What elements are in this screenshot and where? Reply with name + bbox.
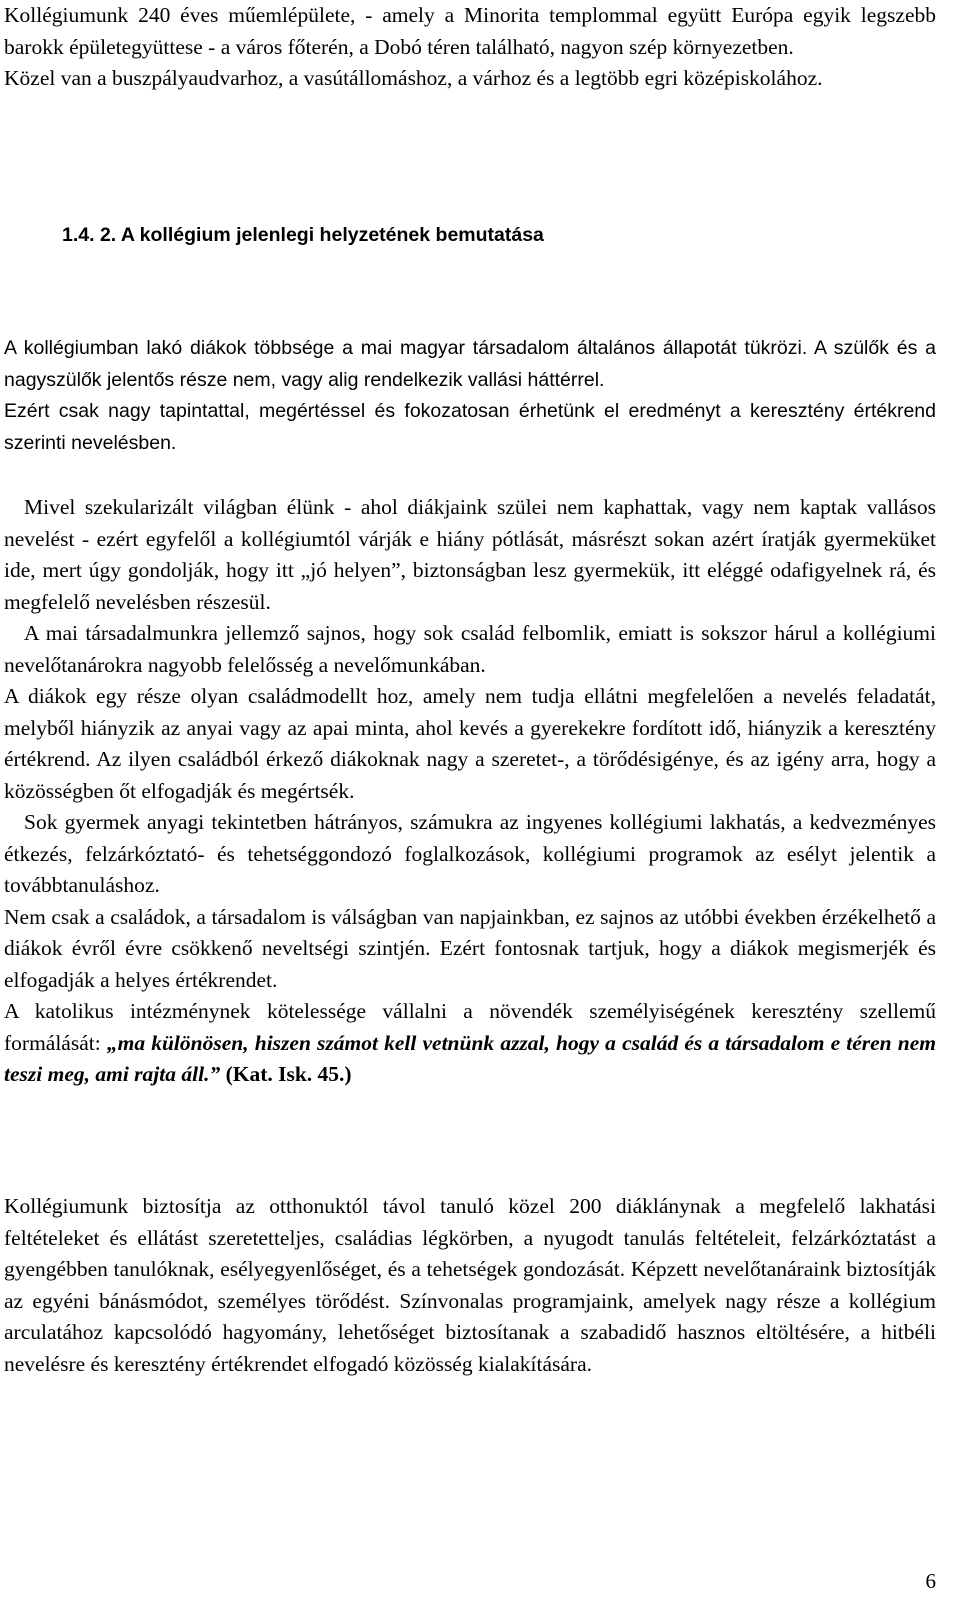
closing-section — [4, 1191, 936, 1380]
intro-paragraph-location: Közel van a buszpályaudvarhoz, a vasútállomáshoz, a várhoz és a legtöbb egri középiskolához. — [4, 66, 823, 90]
intro-section — [4, 0, 936, 95]
paragraph-disadvantaged: Sok gyermek anyagi tekintetben hátrányos, számukra az ingyenes kollégiumi lakhatás, a kedvezményes étkezés, felzárkóztató- és tehetséggondozó foglalkozások, kollégiumi programok az esélyt jelentik a továbbtanuláshoz. — [4, 810, 936, 897]
paragraph-crisis: Nem csak a családok, a társadalom is válságban van napjainkban, ez sajnos az utóbbi években érzékelhető a diákok évről évre csökkenő neveltségi szintjén. Ezért fontosnak tartjuk, hogy a diákok megismerjék és elfogadják a helyes értékrendet. — [4, 904, 936, 992]
paragraph-society-families: A mai társadalmunkra jellemző sajnos, hogy sok család felbomlik, emiatt is sokszor hárul a kollégiumi nevelőtanárokra nagyobb felelősség a nevelőmunkában. — [4, 621, 936, 677]
paragraph-secularized-world: Mivel szekularizált világban élünk - ahol diákjaink szülei nem kaphattak, vagy nem kaptak vallásos nevelést - ezért egyfelől a kollégiumtól várják e hiány pótlását, másrészt sokan azért íratják gyermeküket ide, mert úgy gondolják, hogy itt „jó helyen”, biztonságban lesz gyermekük, itt eléggé odafigyelnek rá, és megfelelő nevelésben részesül. — [4, 495, 936, 614]
paragraph-students-background: A kollégiumban lakó diákok többsége a mai magyar társadalom általános állapotát tükrözi. A szülők és a nagyszülők jelentős része nem, vagy alig rendelkezik vallási háttérrel. — [4, 337, 936, 391]
paragraph-family-model: A diákok egy része olyan családmodellt hoz, amely nem tudja ellátni megfelelően a nevelés feladatát, melyből hiányzik az anyai vagy az apai minta, ahol kevés a gyerekekre fordított idő, hiányzik a keresztény értékrend. Az ilyen családból érkező diákoknak nagy a szeretet-, a törődésigénye, és az igény arra, hogy a közösségben őt elfogadják és megértsék. — [4, 684, 936, 803]
intro-paragraph-building: Kollégiumunk 240 éves műemlépülete, - amely a Minorita templommal együtt Európa egyik legszebb barokk épületegyüttese - a város főterén, a Dobó téren található, nagyon szép környezetben. — [4, 3, 936, 59]
page-number: 6 — [925, 1569, 936, 1593]
paragraph-college-provides: Kollégiumunk biztosítja az otthonuktól távol tanuló közel 200 diáklánynak a megfelelő lakhatási feltételeket és ellátást szeretetteljes, családias légkörben, a nyugodt tanulás feltételeit, felzárkóztatást a gyengébben tanulóknak, esélyegyenlőséget, és a tehetségek gondozását. Képzett nevelőtanáraink biztosítják az egyéni bánásmódot, személyes törődést. Színvonalas programjaink, amelyek nagy része a kollégium arculatához kapcsolódó hagyomány, lehetőséget biztosítanak a szabadidő hasznos eltöltésére, a hitbéli nevelésre és keresztény értékrendet elfogadó közösség kialakítására. — [4, 1194, 936, 1376]
catholic-duty-quote: „ma különösen, hiszen számot kell vetnünk azzal, hogy a család és a társadalom e téren nem teszi meg, ami rajta áll.” — [4, 1030, 937, 1086]
body-section — [4, 492, 936, 1091]
situation-section — [4, 333, 936, 459]
catholic-duty-text: A katolikus intézménynek kötelessége vállalni a növendék személyiségének keresztény szellemű formálását: — [4, 999, 936, 1055]
paragraph-catholic-duty — [4, 996, 936, 1091]
catholic-duty-reference: (Kat. Isk. 45.) — [220, 1062, 352, 1086]
section-heading: 1.4. 2. A kollégium jelenlegi helyzetének bemutatása — [62, 224, 544, 246]
paragraph-tact: Ezért csak nagy tapintattal, megértéssel és fokozatosan érhetünk el eredményt a keresztény értékrend szerinti nevelésben. — [4, 400, 936, 454]
